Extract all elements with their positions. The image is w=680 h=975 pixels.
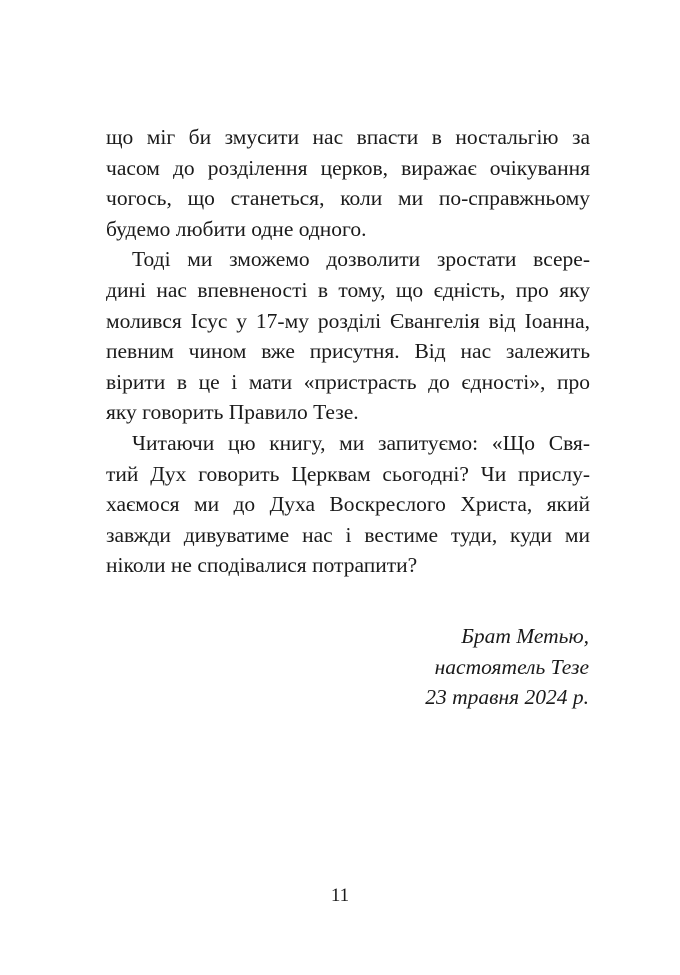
signature-block xyxy=(425,621,589,713)
text-line: молився Ісус у 17-му розділі Євангелія від Іоанна, xyxy=(106,308,590,333)
paragraph-3 xyxy=(106,428,590,581)
text-line: тий Дух говорить Церквам сьогодні? Чи прислу- xyxy=(106,461,590,486)
text-line: вірити в це і мати «пристрасть до єдності», про xyxy=(106,369,590,394)
signature-title: настоятель Тезе xyxy=(434,654,589,679)
paragraph-1 xyxy=(106,122,590,244)
signature-name: Брат Метью, xyxy=(461,624,589,648)
text-line: яку говорить Правило Тезе. xyxy=(106,400,359,425)
text-line: завжди дивуватиме нас і вестиме туди, куди ми xyxy=(106,522,590,547)
text-line: часом до розділення церков, виражає очікування xyxy=(106,155,590,180)
text-line: Читаючи цю книгу, ми запитуємо: «Що Свя- xyxy=(132,430,590,455)
text-line: певним чином вже присутня. Від нас залежить xyxy=(106,339,590,364)
page-number: 11 xyxy=(330,885,350,906)
text-line: будемо любити одне одного. xyxy=(106,216,367,241)
text-line: ніколи не сподівалися потрапити? xyxy=(106,553,418,578)
text-line: дині нас впевненості в тому, що єдність, про яку xyxy=(106,277,590,302)
signature-date: 23 травня 2024 р. xyxy=(425,685,589,710)
text-line: чогось, що станеться, коли ми по-справжньому xyxy=(106,186,590,211)
text-line: Тоді ми зможемо дозволити зростати всере- xyxy=(132,247,590,272)
paragraph-2 xyxy=(106,244,590,428)
text-line: що міг би змусити нас впасти в ностальгію за xyxy=(106,125,590,149)
body-text xyxy=(106,122,590,581)
text-line: хаємося ми до Духа Воскреслого Христа, який xyxy=(106,492,590,517)
